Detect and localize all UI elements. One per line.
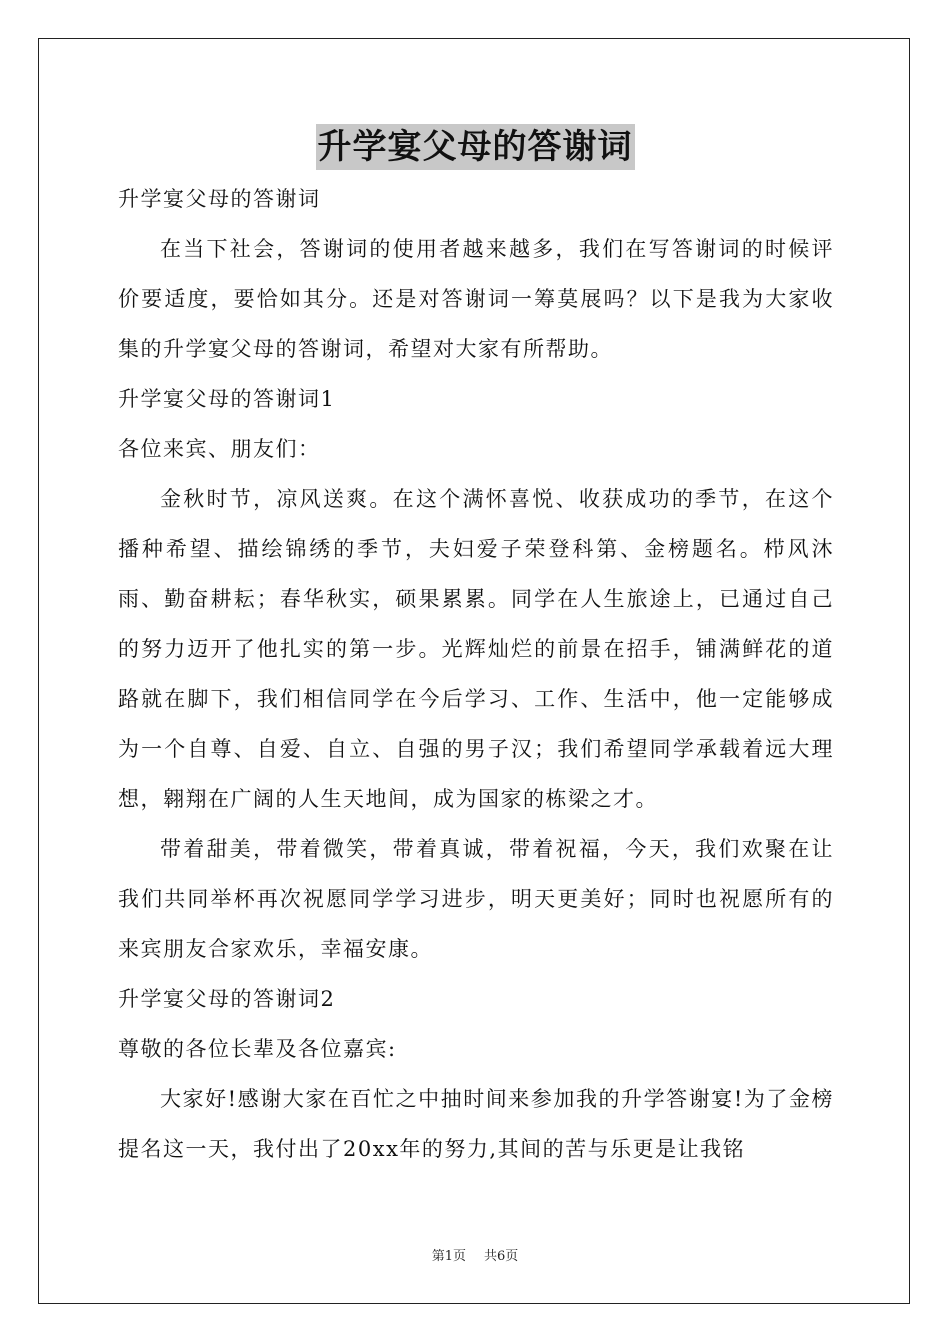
document-body [118,174,834,1174]
section-heading-1: 升学宴父母的答谢词1 [118,387,336,411]
body-paragraph-1: 金秋时节，凉风送爽。在这个满怀喜悦、收获成功的季节，在这个播种希望、描绘锦绣的季节，夫妇爱子荣登科第、金榜题名。栉风沐雨、勤奋耕耘；春华秋实，硕果累累。同学在人生旅途上，已通过自己的努力迈开了他扎实的第一步。光辉灿烂的前景在招手，铺满鲜花的道路就在脚下，我们相信同学在今后学习、工作、生活中，他一定能够成为一个自尊、自爱、自立、自强的男子汉；我们希望同学承载着远大理想，翱翔在广阔的人生天地间，成为国家的栋梁之才。 [118,487,834,811]
document-title: 升学宴父母的答谢词 [316,124,635,170]
subtitle-line: 升学宴父母的答谢词 [118,187,321,211]
body-paragraph-2: 带着甜美，带着微笑，带着真诚，带着祝福，今天，我们欢聚在让我们共同举杯再次祝愿同学学习进步，明天更美好；同时也祝愿所有的来宾朋友合家欢乐，幸福安康。 [118,837,834,961]
intro-paragraph: 在当下社会，答谢词的使用者越来越多，我们在写答谢词的时候评价要适度，要恰如其分。还是对答谢词一筹莫展吗？以下是我为大家收集的升学宴父母的答谢词，希望对大家有所帮助。 [118,237,834,361]
body-paragraph-3: 大家好!感谢大家在百忙之中抽时间来参加我的升学答谢宴!为了金榜提名这一天，我付出了20xx年的努力,其间的苦与乐更是让我铭 [118,1087,834,1161]
page-number: 第1页 [431,1249,466,1264]
salutation-2: 尊敬的各位长辈及各位嘉宾: [118,1037,397,1061]
salutation-1: 各位来宾、朋友们： [118,437,321,461]
page-footer [0,1248,950,1266]
page-total: 共6页 [484,1249,519,1264]
title-container [0,124,950,170]
section-heading-2: 升学宴父母的答谢词2 [118,987,336,1011]
